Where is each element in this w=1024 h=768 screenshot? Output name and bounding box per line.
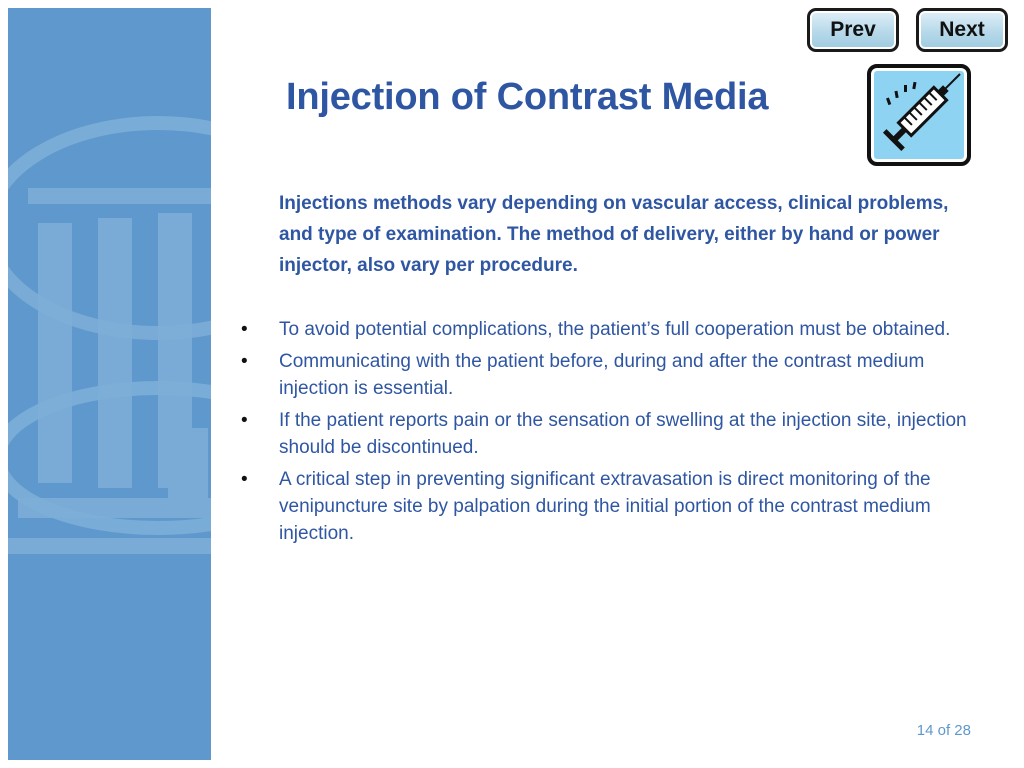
bullet-glyph: • (241, 319, 248, 340)
bullet-glyph: • (241, 410, 248, 431)
building-watermark (8, 8, 211, 760)
side-band (8, 8, 211, 760)
prev-button[interactable]: Prev (807, 8, 899, 52)
list-item (239, 407, 999, 461)
bullet-glyph: • (241, 469, 248, 490)
list-item (239, 466, 999, 547)
intro-paragraph: Injections methods vary depending on vascular access, clinical problems, and type of examination. The method of delivery, either by hand or power injector, also vary per procedure. (279, 193, 949, 276)
bullet-text: A critical step in preventing significant extravasation is direct monitoring of the venipuncture site by palpation during the initial portion of the contrast medium injection. (279, 469, 931, 544)
next-button[interactable]: Next (916, 8, 1008, 52)
bullet-text: Communicating with the patient before, during and after the contrast medium injection is essential. (279, 351, 925, 399)
syringe-icon (867, 64, 971, 166)
list-item (239, 316, 999, 343)
bullet-glyph: • (241, 351, 248, 372)
list-item (239, 348, 999, 402)
bullet-text: If the patient reports pain or the sensation of swelling at the injection site, injection should be discontinued. (279, 410, 967, 458)
page-number: 14 of 28 (916, 722, 971, 739)
slide-title: Injection of Contrast Media (286, 76, 769, 118)
bullet-list (239, 316, 999, 552)
bullet-text: To avoid potential complications, the patient’s full cooperation must be obtained. (279, 319, 951, 340)
